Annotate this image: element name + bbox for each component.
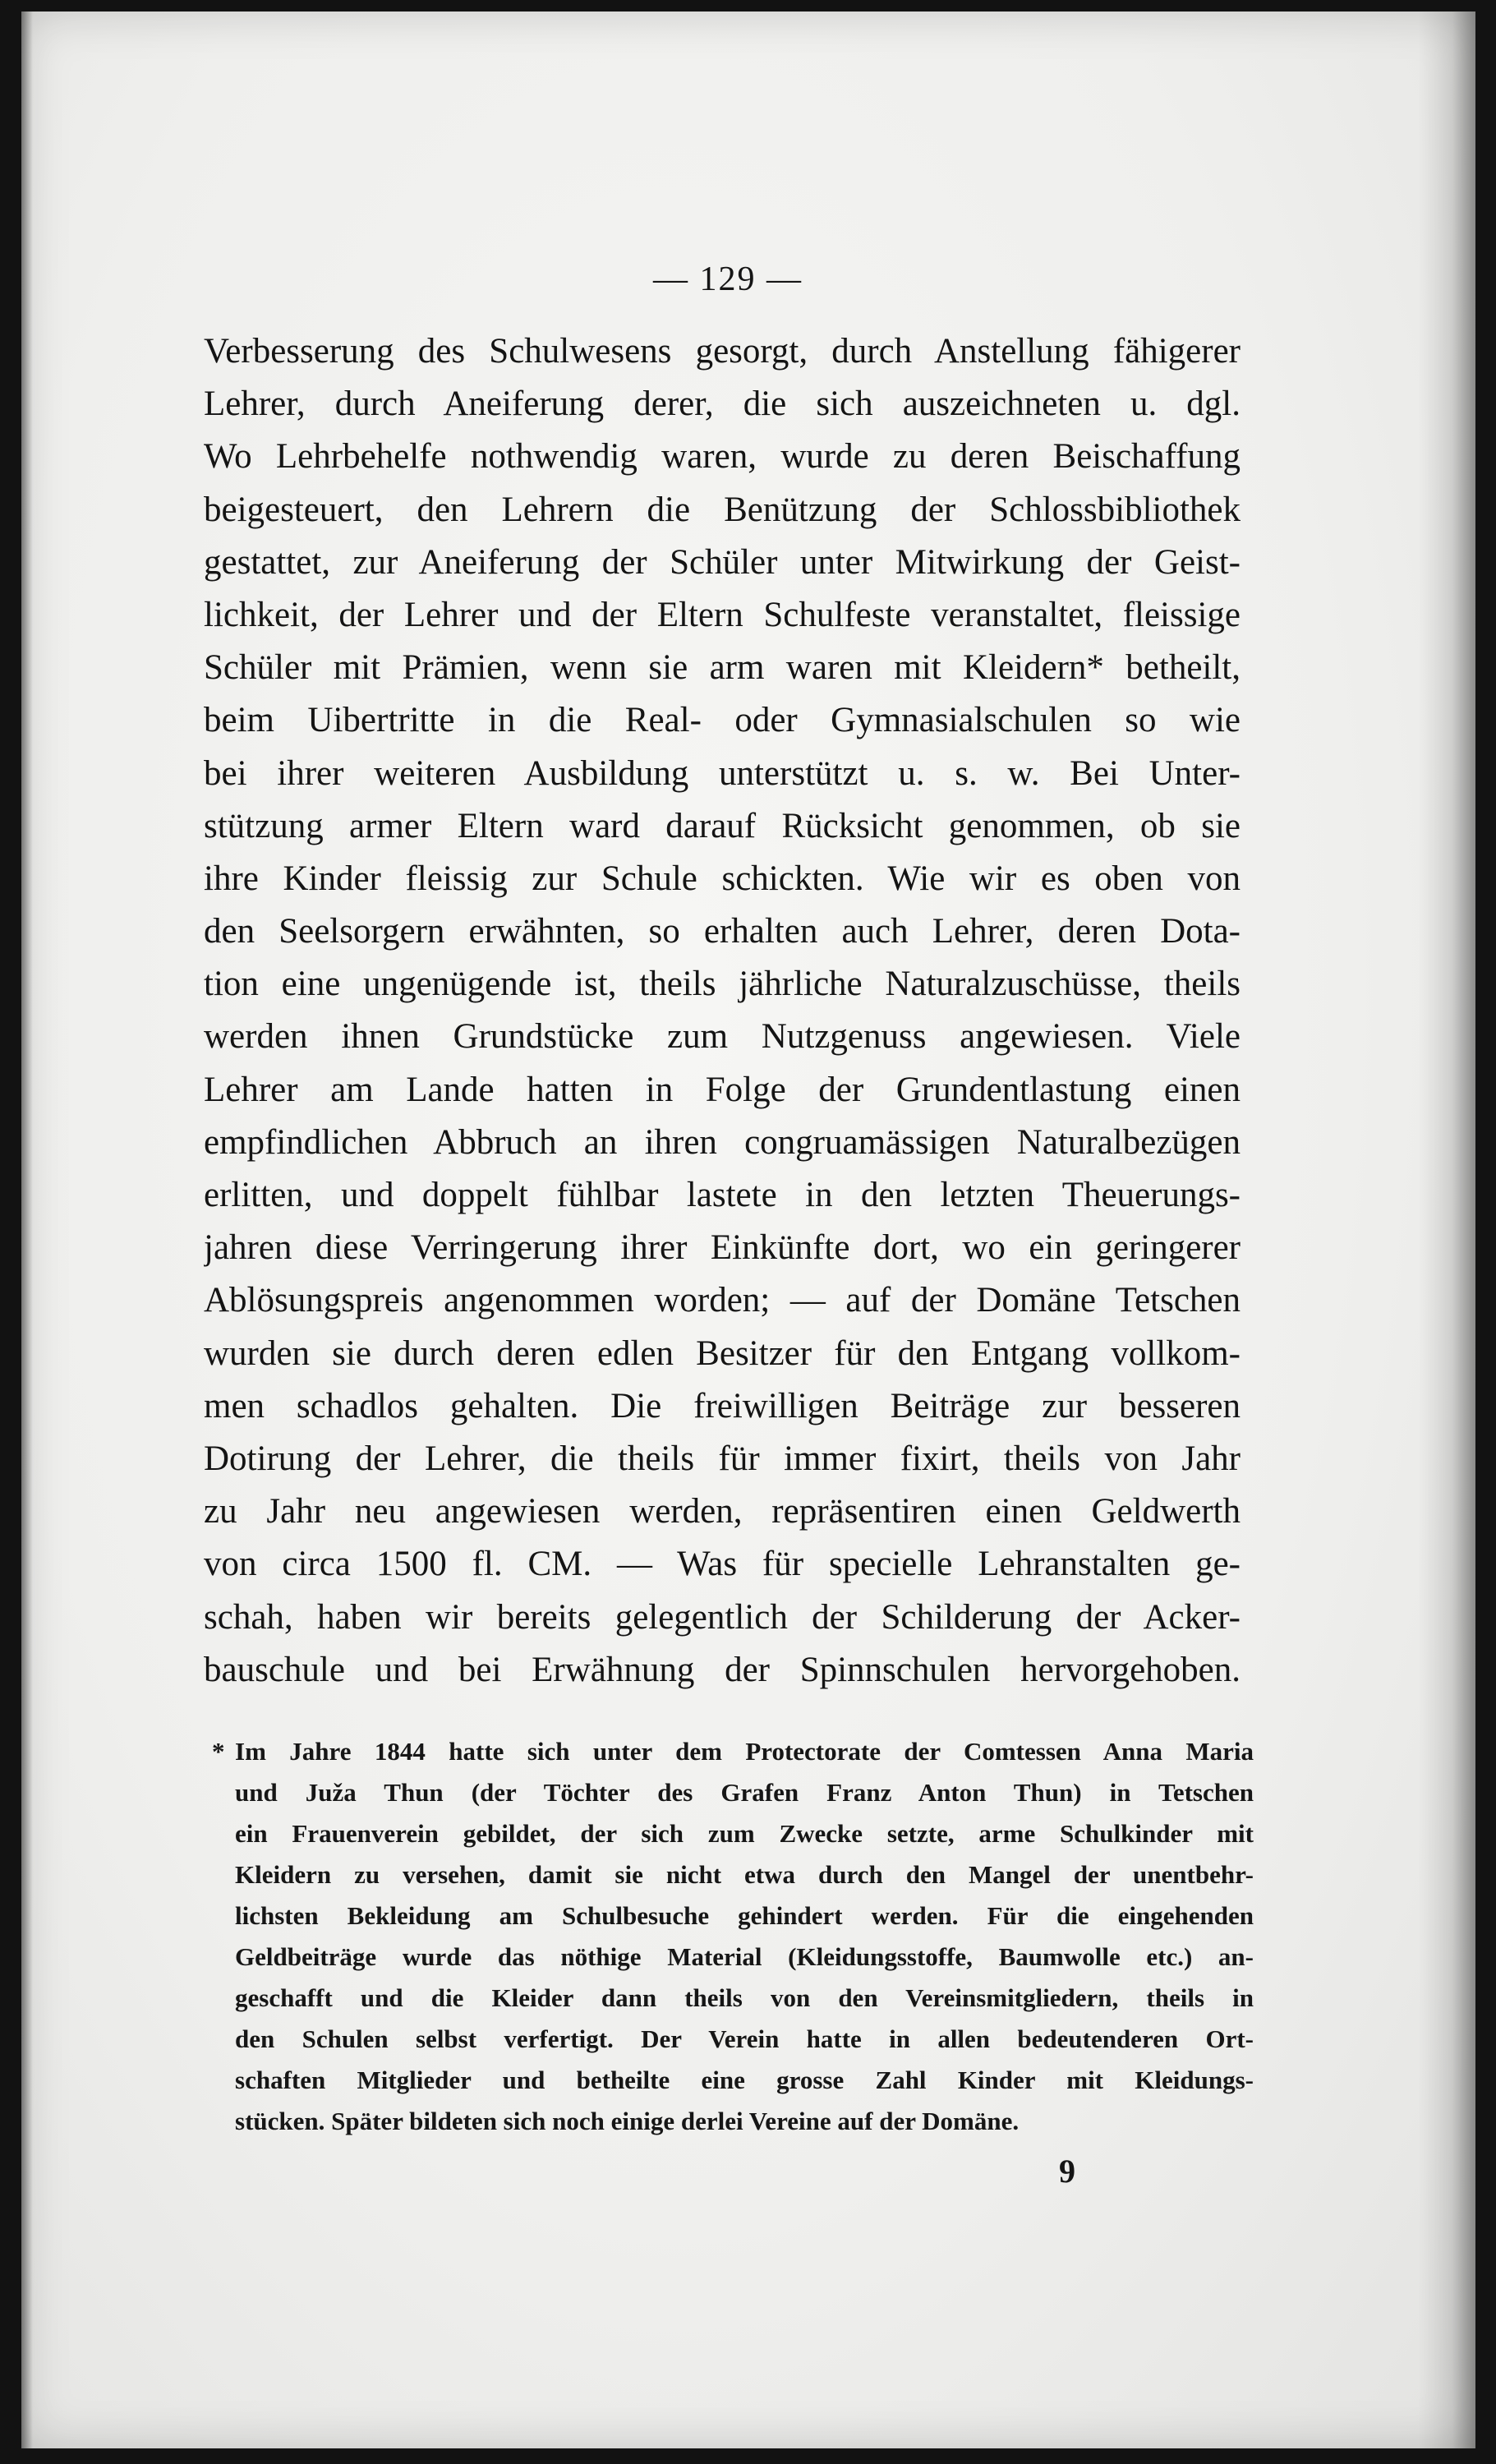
text-line: schah, haben wir bereits gelegentlich der Schilderung der Acker- [204,1597,1241,1637]
text-line: wurden sie durch deren edlen Besitzer für den Entgang vollkom- [204,1333,1241,1373]
footnote [212,1731,1254,2142]
footnote-line: ein Frauenverein gebildet, der sich zum Zwecke setzte, arme Schulkinder mit [235,1819,1254,1848]
page-edge-shadow [1418,12,1475,2448]
text-line: von circa 1500 fl. CM. — Was für specielle Lehranstalten ge- [204,1545,1241,1584]
text-line: bauschule und bei Erwähnung der Spinnschulen hervorgehoben. [204,1650,1241,1689]
footnote-marker: * [212,1737,225,1766]
text-line: Dotirung der Lehrer, die theils für immer fixirt, theils von Jahr [204,1439,1241,1478]
footnote-line: den Schulen selbst verfertigt. Der Verein hatte in allen bedeutenderen Ort- [235,2024,1254,2053]
text-line: bei ihrer weiteren Ausbildung unterstützt u. s. w. Bei Unter- [204,753,1241,793]
text-line: beim Uibertritte in die Real- oder Gymnasialschulen so wie [204,701,1241,740]
text-line: tion eine ungenügende ist, theils jährliche Naturalzuschüsse, theils [204,965,1241,1004]
footnote-line: geschafft und die Kleider dann theils von den Vereinsmitgliedern, theils in [235,1983,1254,2012]
page-number-header: — 129 — [653,260,803,298]
footnote-line: und Juža Thun (der Töchter des Grafen Franz Anton Thun) in Tetschen [235,1778,1254,1807]
book-page [21,12,1475,2448]
footnote-line: lichsten Bekleidung am Schulbesuche gehindert werden. Für die eingehenden [235,1901,1254,1930]
main-text-block [204,325,1241,1697]
text-line: gestattet, zur Aneiferung der Schüler unter Mitwirkung der Geist- [204,542,1241,582]
text-line: Schüler mit Prämien, wenn sie arm waren mit Kleidern* betheilt, [204,648,1241,688]
text-line: stützung armer Eltern ward darauf Rücksicht genommen, ob sie [204,806,1241,845]
text-line: lichkeit, der Lehrer und der Eltern Schulfeste veranstaltet, fleissige [204,595,1241,634]
footnote-line: Im Jahre 1844 hatte sich unter dem Protectorate der Comtessen Anna Maria [235,1737,1254,1766]
text-line: zu Jahr neu angewiesen werden, repräsentiren einen Geldwerth [204,1492,1241,1531]
text-line: jahren diese Verringerung ihrer Einkünfte dort, wo ein geringerer [204,1228,1241,1268]
text-line: werden ihnen Grundstücke zum Nutzgenuss angewiesen. Viele [204,1017,1241,1057]
footnote-line: Kleidern zu versehen, damit sie nicht etwa durch den Mangel der unentbehr- [235,1860,1254,1889]
text-line: Wo Lehrbehelfe nothwendig waren, wurde zu deren Beischaffung [204,437,1241,477]
text-line: den Seelsorgern erwähnten, so erhalten auch Lehrer, deren Dota- [204,912,1241,951]
text-line: men schadlos gehalten. Die freiwilligen Beiträge zur besseren [204,1386,1241,1425]
footnote-line: Geldbeiträge wurde das nöthige Material (Kleidungsstoffe, Baumwolle etc.) an- [235,1942,1254,1971]
text-line: erlitten, und doppelt fühlbar lastete in den letzten Theuerungs- [204,1176,1241,1214]
text-line: Lehrer am Lande hatten in Folge der Grundentlastung einen [204,1070,1241,1109]
signature-mark: 9 [1059,2153,1075,2190]
text-line: ihre Kinder fleissig zur Schule schickten. Wie wir es oben von [204,859,1241,898]
text-line: empfindlichen Abbruch an ihren congruamässigen Naturalbezügen [204,1122,1241,1162]
text-line: beigesteuert, den Lehrern die Benützung der Schlossbibliothek [204,490,1241,529]
text-line: Lehrer, durch Aneiferung derer, die sich auszeichneten u. dgl. [204,385,1241,424]
page-gutter-shadow [21,12,33,2448]
text-line: Verbesserung des Schulwesens gesorgt, durch Anstellung fähigerer [204,332,1241,371]
footnote-line: schaften Mitglieder und betheilte eine grosse Zahl Kinder mit Kleidungs- [235,2066,1254,2094]
text-line: Ablösungspreis angenommen worden; — auf der Domäne Tetschen [204,1281,1241,1320]
footnote-line: stücken. Später bildeten sich noch einige derlei Vereine auf der Domäne. [235,2107,1020,2135]
